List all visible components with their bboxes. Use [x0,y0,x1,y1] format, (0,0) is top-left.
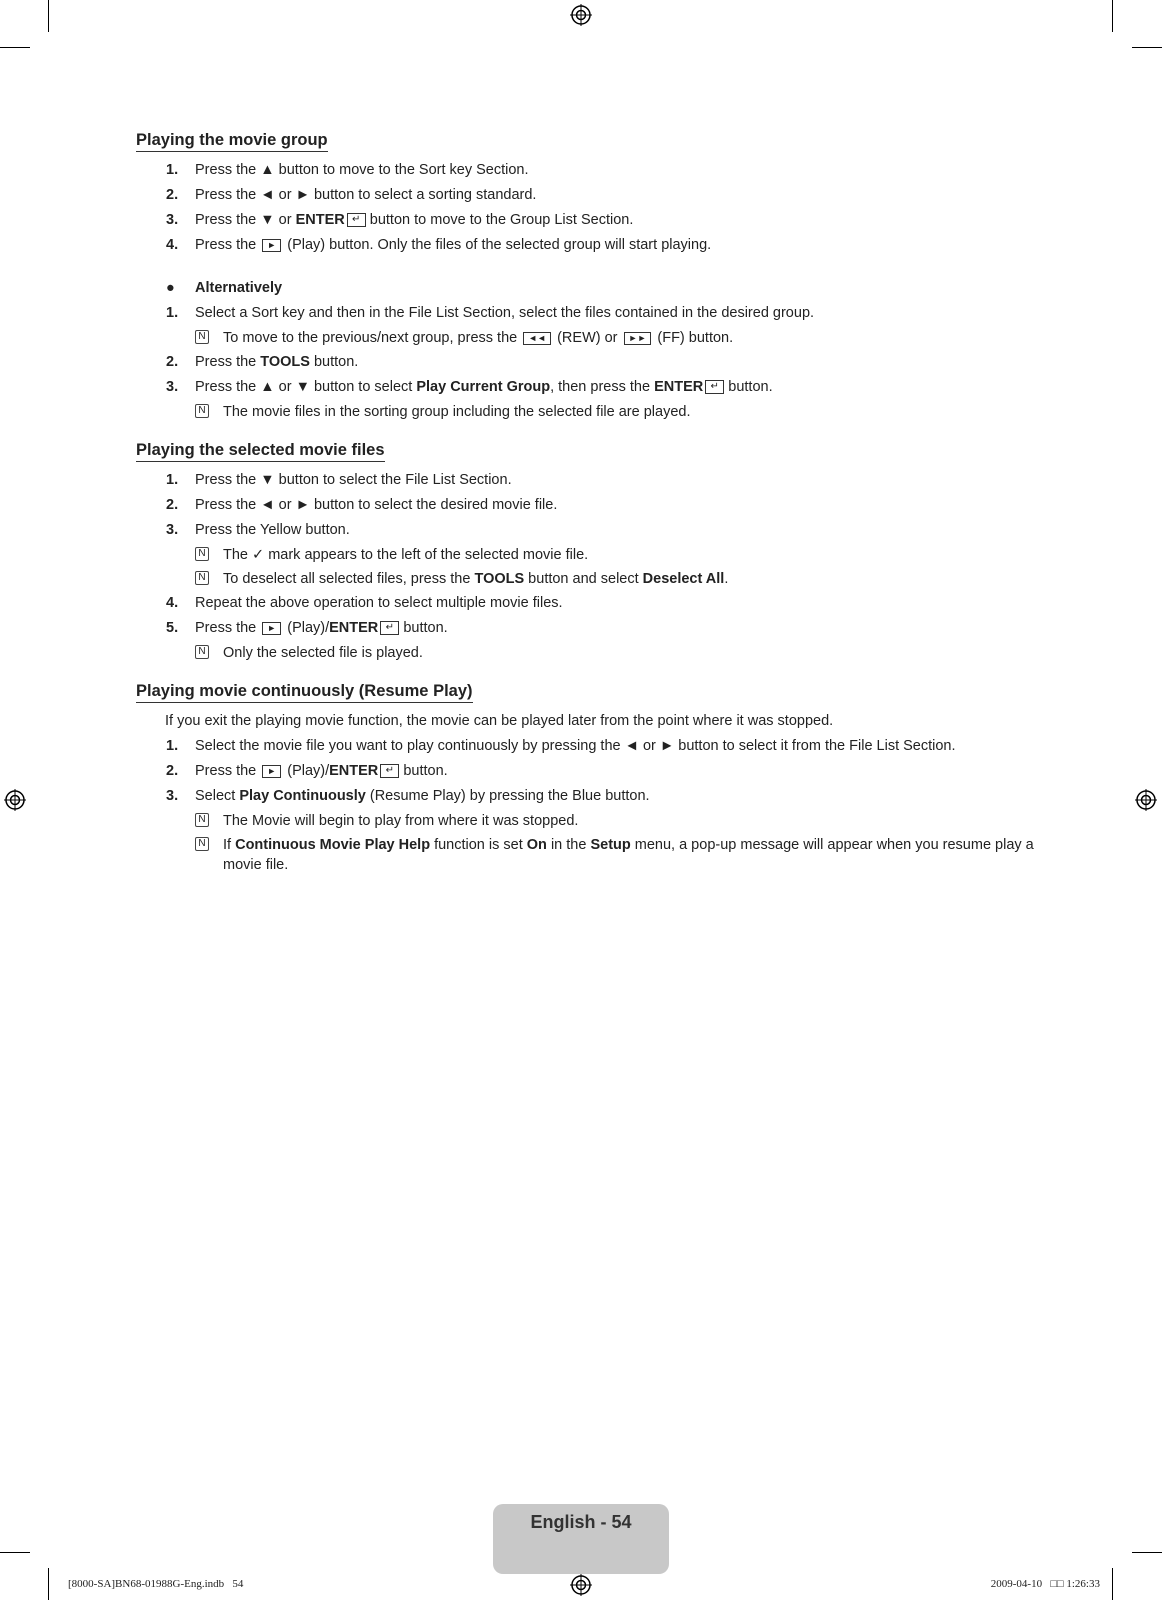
footer-file-info: [8000-SA]BN68-01988G-Eng.indb 54 [68,1578,244,1590]
enter-key-icon: ↵ [380,764,399,778]
step: 1. Press the ▼ button to select the File List Section. [166,472,512,488]
note-icon: N [195,645,209,659]
section-movie-group [136,130,1036,422]
crop-mark [48,0,49,32]
crop-mark [0,1552,30,1553]
step: 1. Press the ▲ button to move to the Sort key Section. [166,162,529,178]
note-icon: N [195,571,209,585]
play-key-icon: ► [262,239,281,252]
step: 3. Press the ▲ or ▼ button to select Play Current Group, then press the ENTER ↵ button. [166,379,773,395]
step: 2. Press the ► (Play)/ENTER ↵ button. [166,763,448,779]
section-heading: Playing the selected movie files [136,440,385,462]
note-icon: N [195,330,209,344]
play-key-icon: ► [262,622,281,635]
step: 5. Press the ► (Play)/ENTER ↵ button. [166,620,448,636]
note: N To move to the previous/next group, press the ◄◄ (REW) or ►► (FF) button. [136,328,1036,348]
note: N If Continuous Movie Play Help function is set On in the Setup menu, a pop-up message will appear when you resume play a movie file. [136,835,1036,875]
registration-mark-icon [4,789,26,811]
crop-mark [1132,47,1162,48]
rew-key-icon: ◄◄ [523,332,551,345]
section-heading: Playing the movie group [136,130,328,152]
enter-key-icon: ↵ [380,621,399,635]
section-heading: Playing movie continuously (Resume Play) [136,681,473,703]
registration-mark-icon [570,4,592,26]
section-intro: If you exit the playing movie function, the movie can be played later from the point where it was stopped. [165,713,834,729]
crop-mark [1112,0,1113,32]
step: 2. Press the ◄ or ► button to select a sorting standard. [166,187,537,203]
note-icon: N [195,837,209,851]
step: 2. Press the TOOLS button. [166,354,359,370]
note-icon: N [195,404,209,418]
play-key-icon: ► [262,765,281,778]
step: 3. Select Play Continuously (Resume Play) by pressing the Blue button. [166,788,650,804]
crop-mark [1132,1552,1162,1553]
registration-mark-icon [570,1574,592,1596]
step: 3. Press the Yellow button. [166,522,350,538]
ff-key-icon: ►► [624,332,652,345]
crop-mark [48,1568,49,1600]
step: 1. Select a Sort key and then in the File List Section, select the files contained in the desired group. [166,305,815,321]
step: 2. Press the ◄ or ► button to select the desired movie file. [166,497,558,513]
note-icon: N [195,547,209,561]
enter-key-icon: ↵ [347,213,366,227]
page-number-tab: English - 54 [493,1504,669,1574]
step: 3. Press the ▼ or ENTER ↵ button to move to the Group List Section. [166,212,634,228]
note: N To deselect all selected files, press the TOOLS button and select Deselect All. [136,569,1036,589]
step: 4. Repeat the above operation to select multiple movie files. [166,595,563,611]
manual-content [136,130,1036,893]
step: 1. Select the movie file you want to play continuously by pressing the ◄ or ► button to select it from the File List Section. [166,738,956,754]
crop-mark [1112,1568,1113,1600]
enter-key-icon: ↵ [705,380,724,394]
step: 4. Press the ► (Play) button. Only the files of the selected group will start playing. [166,237,712,253]
checkmark-icon: ✓ [252,547,269,563]
note: N The ✓ mark appears to the left of the selected movie file. [136,545,1036,565]
note: N The movie files in the sorting group including the selected file are played. [136,402,1036,422]
note-icon: N [195,813,209,827]
crop-mark [0,47,30,48]
footer-timestamp: 2009-04-10 □□ 1:26:33 [990,1578,1100,1590]
note: N Only the selected file is played. [136,643,1036,663]
section-resume-play [136,681,1036,875]
alt-label-row: ● Alternatively [166,280,283,296]
registration-mark-icon [1135,789,1157,811]
note: N The Movie will begin to play from where it was stopped. [136,811,1036,831]
section-selected-files [136,440,1036,663]
